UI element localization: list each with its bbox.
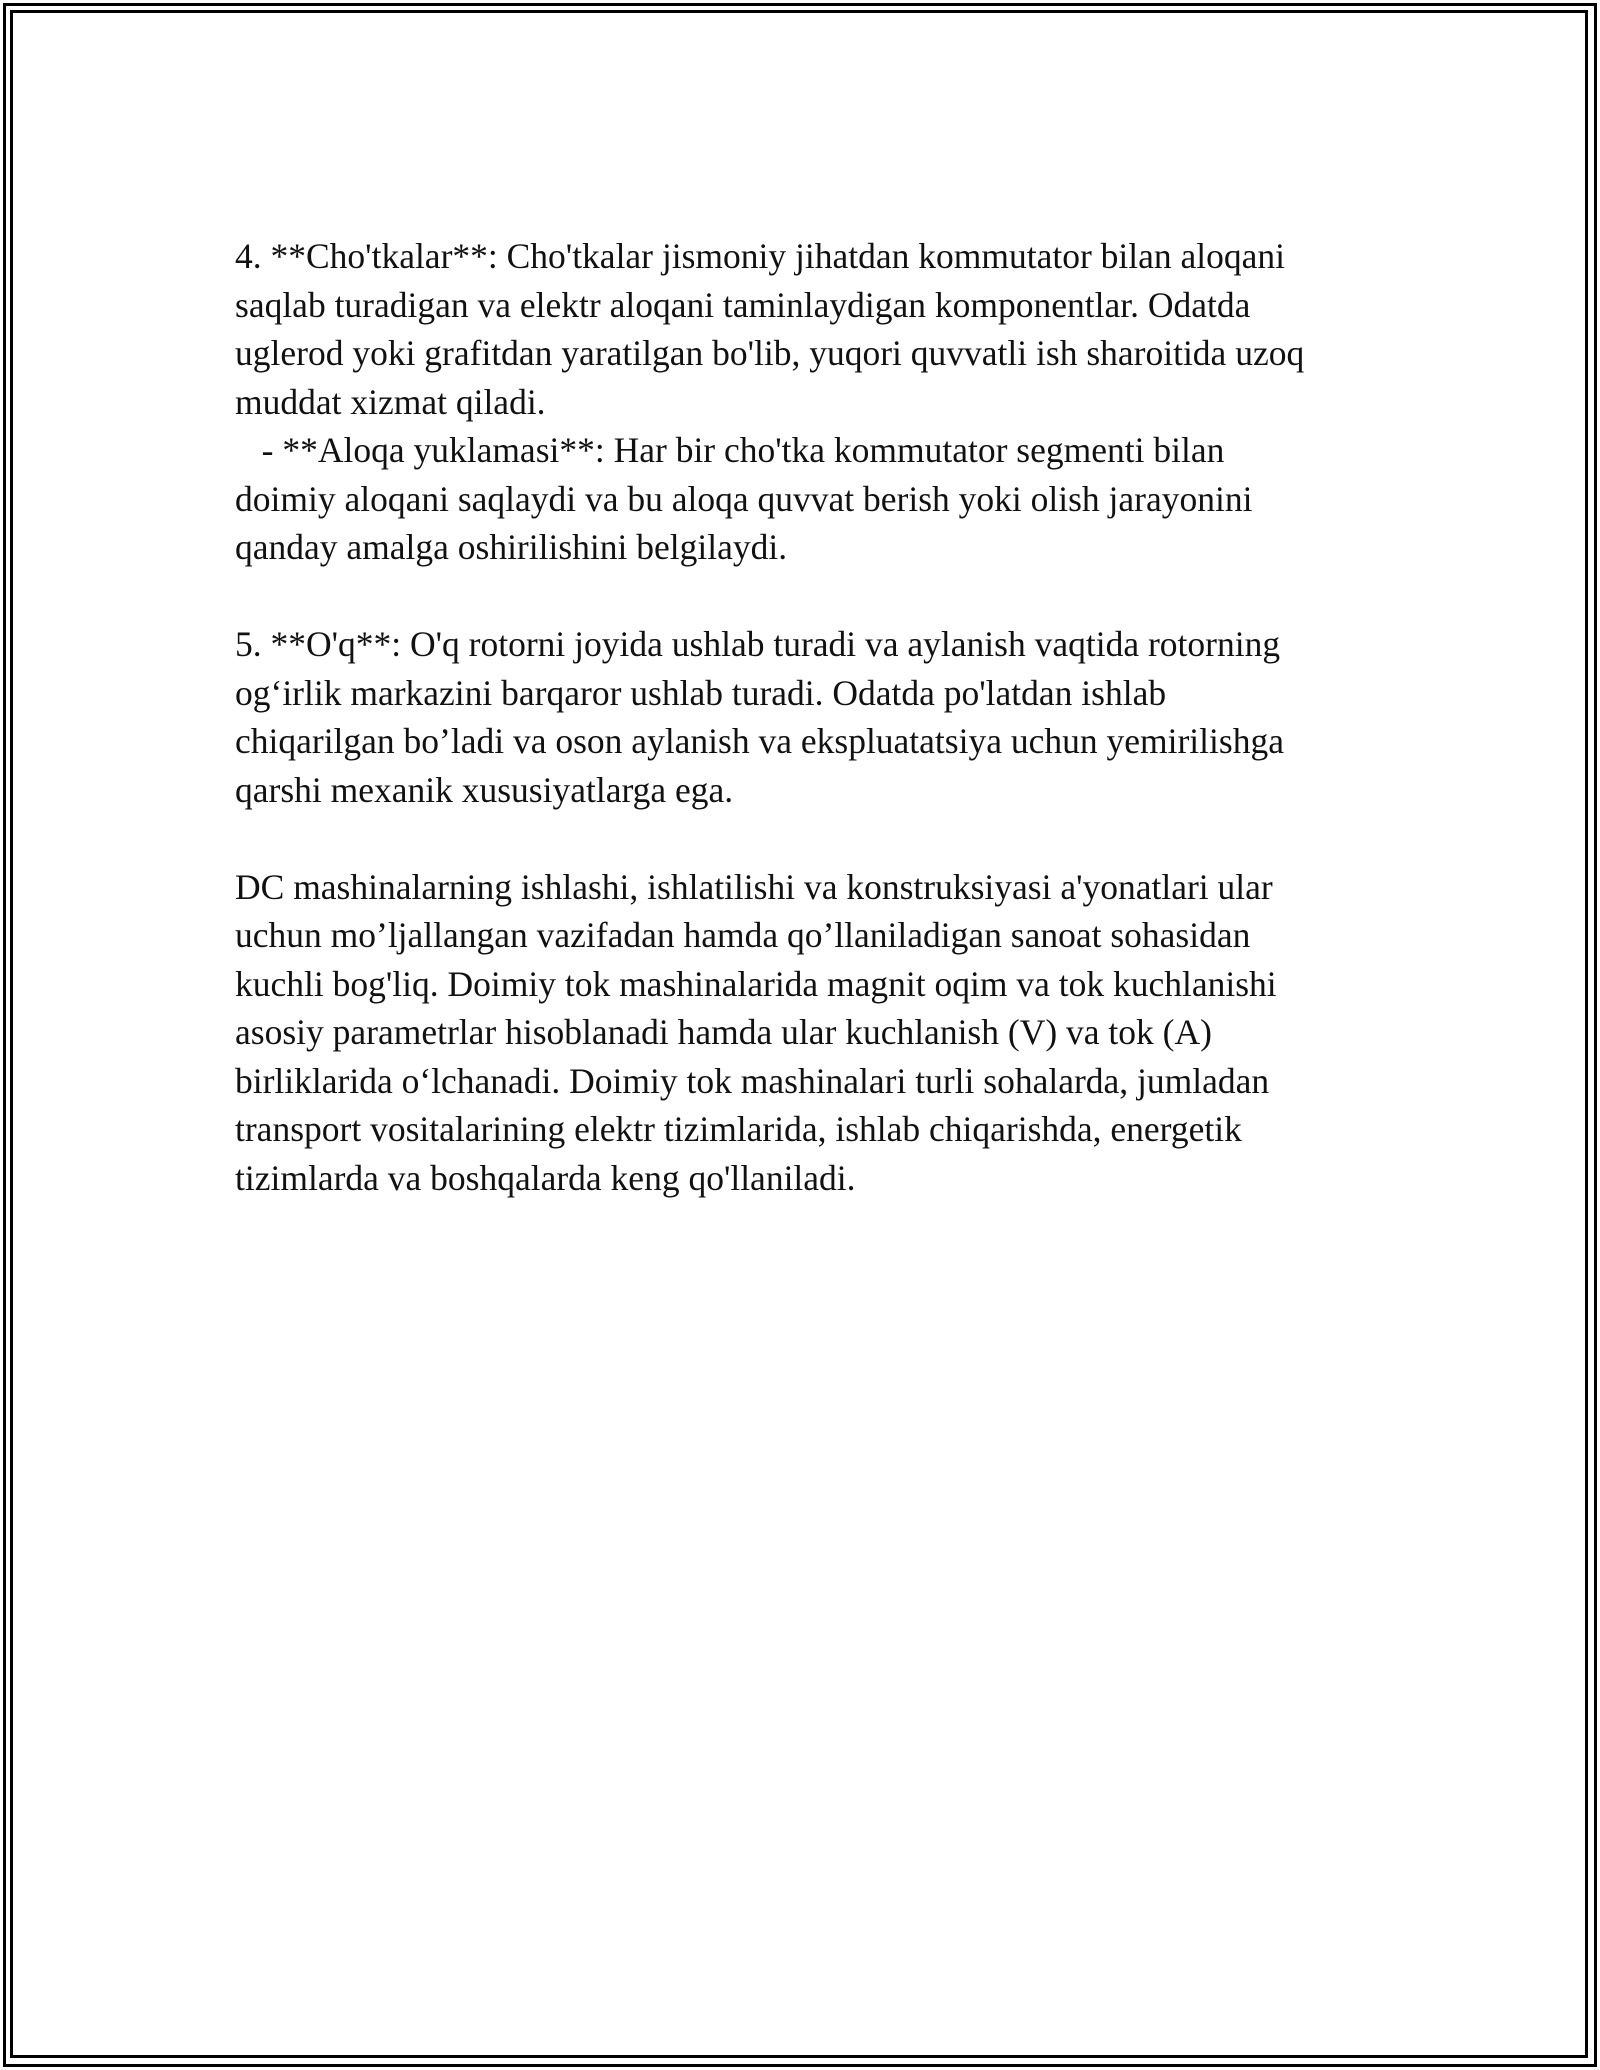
text-line: kuchli bog'liq. Doimiy tok mashinalarida magnit oqim va tok kuchlanishi [235,963,1277,1004]
text-line: asosiy parametrlar hisoblanadi hamda ular kuchlanish (V) va tok (A) [235,1012,1212,1052]
text-line: transport vositalarining elektr tizimlarida, ishlab chiqarishda, energetik [235,1109,1242,1149]
paragraph-gap [235,814,1365,863]
text-line: 5. **O'q**: O'q rotorni joyida ushlab turadi va aylanish vaqtida rotorning [235,624,1281,664]
text-line: og‘irlik markazini barqaror ushlab turadi. Odatda po'latdan ishlab [235,672,1167,713]
text-line: birliklarida o‘lchanadi. Doimiy tok mashinalari turli sohalarda, jumladan [235,1060,1270,1101]
text-line: - **Aloqa yuklamasi**: Har bir cho'tka kommutator segmenti bilan [235,430,1225,470]
text-line: saqlab turadigan va elektr aloqani taminlaydigan komponentlar. Odatda [235,284,1251,325]
text-line: chiqarilgan bo’ladi va oson aylanish va ekspluatatsiya uchun yemirilishga [235,721,1284,761]
text-line: uchun mo’ljallangan vazifadan hamda qo’llaniladigan sanoat sohasidan [235,915,1251,955]
text-line: tizimlarda va boshqalarda keng qo'llaniladi. [235,1157,856,1198]
text-line: DC mashinalarning ishlashi, ishlatilishi va konstruksiyasi a'yonatlari ular [235,866,1273,907]
text-line: qanday amalga oshirilishini belgilaydi. [235,527,788,567]
paragraph-gap [235,572,1365,621]
text-line: doimiy aloqani saqlaydi va bu aloqa quvvat berish yoki olish jarayonini [235,478,1253,519]
document-body [235,232,1365,1202]
text-line: uglerod yoki grafitdan yaratilgan bo'lib, yuqori quvvatli ish sharoitida uzoq [235,333,1305,373]
text-line: muddat xizmat qiladi. [235,381,546,422]
text-line: qarshi mexanik xususiyatlarga ega. [235,769,734,810]
text-line: 4. **Cho'tkalar**: Cho'tkalar jismoniy jihatdan kommutator bilan aloqani [235,236,1286,276]
